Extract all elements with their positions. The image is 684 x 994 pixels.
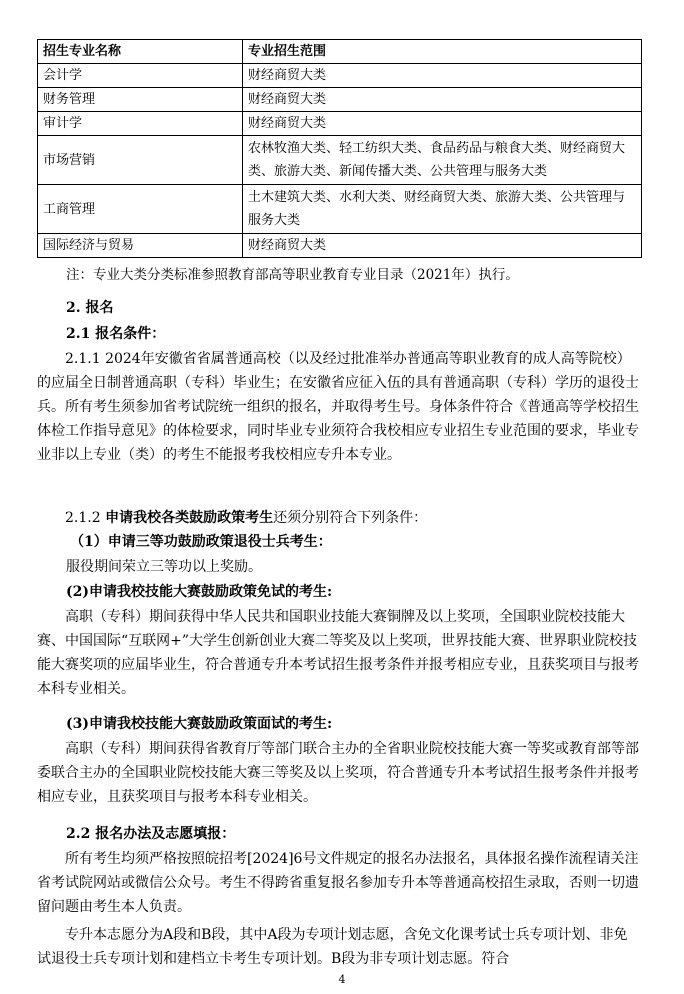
admission-scope: 财经商贸大类	[243, 88, 642, 112]
section-2-2-title: 2.2 报名办法及志愿填报：	[66, 826, 236, 842]
condition-2-body: 高职（专科）期间获得中华人民共和国职业技能大赛铜牌及以上奖项，全国职业院校技能大赛、中国国际“互联网+”大学生创新创业大赛二等奖及以上奖项，世界技能大赛、世界职业院校技能大赛奖项的应届毕业生，符合普通专升本考试招生报考条件并报考相应专业，且获奖项目与报考本科专业相关。	[37, 609, 639, 697]
section-2-title: 2. 报名	[66, 300, 114, 316]
major-name: 会计学	[38, 64, 243, 88]
major-name: 国际经济与贸易	[38, 234, 243, 258]
major-name: 审计学	[38, 112, 243, 136]
admission-scope: 农林牧渔大类、轻工纺织大类、食品药品与粮食大类、财经商贸大类、旅游大类、新闻传播大类、公共管理与服务大类	[243, 136, 642, 185]
table-row	[38, 88, 642, 112]
admission-scope: 财经商贸大类	[243, 64, 642, 88]
table-header-row	[38, 40, 642, 64]
paragraph-2-1-1: 2.1.1 2024年安徽省省属普通高校（以及经过批准举办普通高等职业教育的成人高等院校）的应届全日制普通高职（专科）毕业生；在安徽省应征入伍的具有普通高职（专科）学历的退役士兵。所有考生须参加省考试院统一组织的报名，并取得考生号。身体条件符合《普通高等学校招生体检工作指导意见》的体检要求，同时毕业专业须符合我校相应专业招生专业范围的要求，毕业专业非以上专业（类）的考生不能报考我校相应专升本专业。	[37, 351, 639, 463]
condition-3-body: 高职（专科）期间获得省教育厅等部门联合主办的全省职业院校技能大赛一等奖或教育部等部委联合主办的全国职业院校技能大赛三等奖及以上奖项，符合普通专升本考试招生报考条件并报考相应专业，且获奖项目与报考本科专业相关。	[37, 741, 639, 805]
clause-emphasis: 申请我校各类鼓励政策考生	[105, 510, 274, 526]
page-number: 4	[338, 973, 346, 986]
condition-2-title: (2)申请我校技能大赛鼓励政策免试的考生:	[66, 584, 333, 600]
admission-scope: 土木建筑大类、水利大类、财经商贸大类、旅游大类、公共管理与服务大类	[243, 185, 642, 234]
table-row	[38, 112, 642, 136]
table-row	[38, 234, 642, 258]
paragraph-2-1-2	[37, 506, 641, 530]
admission-scope: 财经商贸大类	[243, 112, 642, 136]
table-note: 注：专业大类分类标准参照教育部高等职业教育专业目录（2021年）执行。	[66, 267, 519, 283]
clause-number: 2.1.2	[65, 510, 106, 526]
majors-table	[37, 39, 642, 258]
major-name: 市场营销	[38, 136, 243, 185]
table-row	[38, 64, 642, 88]
major-name: 工商管理	[38, 185, 243, 234]
header-major-name: 招生专业名称	[38, 40, 243, 64]
condition-1-title: （1）申请三等功鼓励政策退役士兵考生：	[70, 534, 332, 550]
condition-3-title: (3)申请我校技能大赛鼓励政策面试的考生:	[66, 716, 333, 732]
table-row	[38, 136, 642, 185]
section-2-1-title: 2.1 报名条件：	[66, 326, 166, 342]
header-admission-scope: 专业招生范围	[243, 40, 642, 64]
admission-scope: 财经商贸大类	[243, 234, 642, 258]
paragraph-2-2-b: 专升本志愿分为A段和B段，其中A段为专项计划志愿，含免文化课考试士兵专项计划、非免试退役士兵专项计划和建档立卡考生专项计划。B段为非专项计划志愿。符合	[37, 927, 628, 967]
paragraph-2-2-a: 所有考生均须严格按照皖招考[2024]6号文件规定的报名办法报名，具体报名操作流程请关注省考试院网站或微信公众号。考生不得跨省重复报名参加专升本等普通高校招生录取，否则一切遗留问题由考生本人负责。	[37, 851, 639, 915]
condition-1-body: 服役期间荣立三等功以上奖励。	[66, 559, 262, 575]
major-name: 财务管理	[38, 88, 243, 112]
clause-rest: 还须分别符合下列条件：	[273, 510, 428, 526]
table-row	[38, 185, 642, 234]
